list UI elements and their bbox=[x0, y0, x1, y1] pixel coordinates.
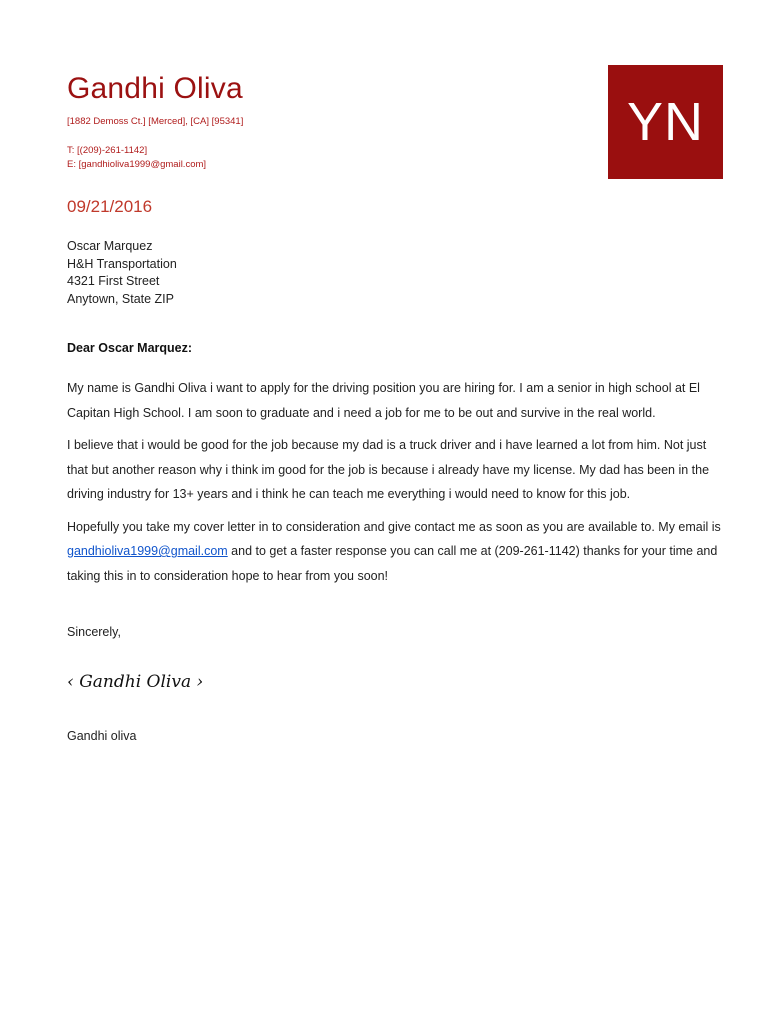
paragraph-3-text-after: and to get a faster response you can call me at (209-261-1142) thanks for your time and taking this in to consideration hope to hear from you soon! bbox=[67, 544, 718, 583]
sender-telephone: T: [(209)-261-1142] bbox=[67, 145, 148, 156]
letter-body bbox=[67, 376, 727, 596]
recipient-block bbox=[67, 238, 177, 308]
salutation: Dear Oscar Marquez: bbox=[67, 341, 193, 355]
monogram-badge bbox=[608, 65, 723, 179]
body-paragraph-2: I believe that i would be good for the job because my dad is a truck driver and i have learned a lot from him. Not just that but another reason why i think im good for the job is because i already have my license. My dad has been in the driving industry for 13+ years and i think he can teach me everything i would need to know for this job. bbox=[67, 438, 710, 501]
signature: ‹ Gandhi Oliva › bbox=[67, 672, 204, 692]
closing: Sincerely, bbox=[67, 625, 121, 639]
sender-address: [1882 Demoss Ct.] [Merced], [CA] [95341] bbox=[67, 116, 244, 127]
recipient-name: Oscar Marquez bbox=[67, 239, 153, 253]
printed-name: Gandhi oliva bbox=[67, 729, 137, 743]
email-link[interactable]: gandhioliva1999@gmail.com bbox=[67, 544, 228, 558]
recipient-city: Anytown, State ZIP bbox=[67, 291, 174, 306]
recipient-street: 4321 First Street bbox=[67, 274, 160, 288]
monogram-initials: YN bbox=[626, 92, 704, 152]
sender-email: E: [gandhioliva1999@gmail.com] bbox=[67, 159, 207, 170]
letter-date: 09/21/2016 bbox=[67, 197, 153, 216]
paragraph-3-text-before: Hopefully you take my cover letter in to consideration and give contact me as soon as you are available to. My email is bbox=[67, 519, 721, 534]
recipient-company: H&H Transportation bbox=[67, 256, 177, 271]
body-paragraph-3 bbox=[67, 515, 727, 589]
body-paragraph-1: My name is Gandhi Oliva i want to apply for the driving position you are hiring for. I am a senior in high school at El Capitan High School. I am soon to graduate and i need a job for me to be out and survive in the real world. bbox=[67, 381, 700, 420]
sender-name: Gandhi Oliva bbox=[67, 72, 243, 105]
